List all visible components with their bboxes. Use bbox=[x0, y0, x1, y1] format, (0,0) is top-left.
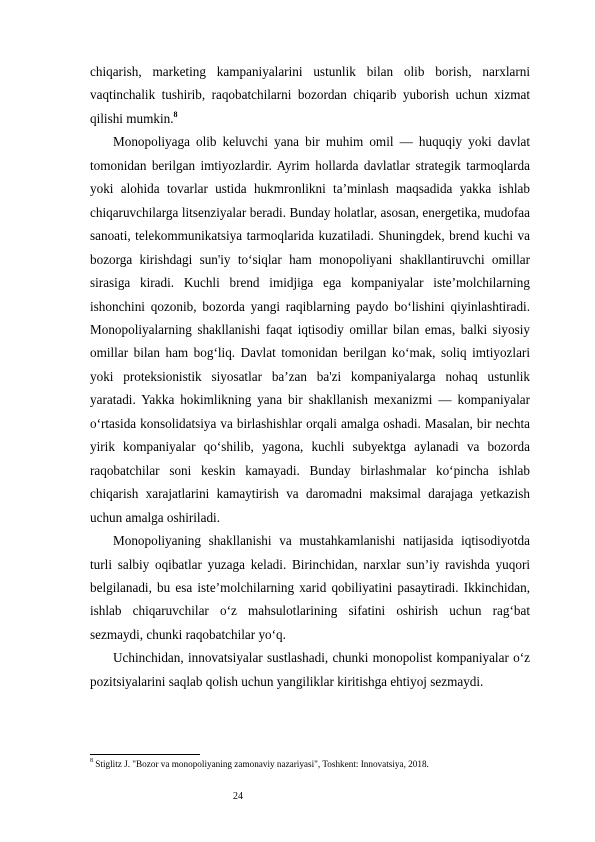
paragraph-3: Monopoliyaning shakllanishi va mustahkamlanishi natijasida iqtisodiyotda turli salbiy oqibatlar yuzaga keladi. Birinchidan, narxlar sun’iy ravishda yuqori belgilanadi, bu esa iste’molchilarning xarid qobiliyatini pasaytiradi. Ikkinchidan, ishlab chiqaruvchilar o‘z mahsulotlarining sifatini oshirish uchun rag‘bat sezmaydi, chunki raqobatchilar yo‘q. bbox=[90, 533, 530, 642]
paragraph-4: Uchinchidan, innovatsiyalar sustlashadi, chunki monopolist kompaniyalar o‘z pozitsiyalarini saqlab qolish uchun yangiliklar kiritishga ehtiyoj sezmaydi. bbox=[90, 650, 530, 689]
paragraph-1 bbox=[90, 60, 530, 130]
body-text bbox=[90, 60, 530, 693]
footnote-separator bbox=[90, 754, 200, 755]
footnote-text: Stiglitz J. "Bozor va monopoliyaning zamonaviy nazariyasi", Toshkent: Innovatsiya, 2018. bbox=[93, 759, 429, 769]
footnote-mark: 8 bbox=[90, 757, 93, 764]
footnote-reference[interactable]: 8 bbox=[173, 109, 178, 119]
paragraph-2: Monopoliyaga olib keluvchi yana bir muhim omil — huquqiy yoki davlat tomonidan berilgan imtiyozlardir. Ayrim hollarda davlatlar strategik tarmoqlarda yoki alohida tovarlar ustida hukmronlikni ta’minlash maqsadida yakka ishlab chiqaruvchilarga litsenziyalar beradi. Bunday holatlar, asosan, energetika, mudofaa sanoati, telekommunikatsiya tarmoqlarida kuzatiladi. Shuningdek, brend kuchi va bozorga kirishdagi sun'iy to‘siqlar ham monopoliyani shakllantiruvchi omillar sirasiga kiradi. Kuchli brend imidjiga ega kompaniyalar iste’molchilarning ishonchini qozonib, bozorda yangi raqiblarning paydo bo‘lishini qiyinlashtiradi. Monopoliyalarning shakllanishi faqat iqtisodiy omillar bilan emas, balki siyosiy omillar bilan ham bog‘liq. Davlat tomonidan berilgan ko‘mak, soliq imtiyozlari yoki proteksionistik siyosatlar ba’zan ba'zi kompaniyalarga nohaq ustunlik yaratadi. Yakka hokimlikning yana bir shakllanish mexanizmi — kompaniyalar o‘rtasida konsolidatsiya va birlashishlar orqali amalga oshadi. Masalan, bir nechta yirik kompaniyalar qo‘shilib, yagona, kuchli subyektga aylanadi va bozorda raqobatchilar soni keskin kamayadi. Bunday birlashmalar ko‘pincha ishlab chiqarish xarajatlarini kamaytirish va daromadni maksimal darajaga yetkazish uchun amalga oshiriladi. bbox=[90, 134, 530, 525]
page-number: 24 bbox=[233, 791, 243, 802]
footnote bbox=[90, 758, 530, 770]
paragraph-1-text: chiqarish, marketing kampaniyalarini ustunlik bilan olib borish, narxlarni vaqtinchalik tushirib, raqobatchilarni bozordan chiqarib yuborish uchun xizmat qilishi mumkin. bbox=[90, 64, 530, 126]
